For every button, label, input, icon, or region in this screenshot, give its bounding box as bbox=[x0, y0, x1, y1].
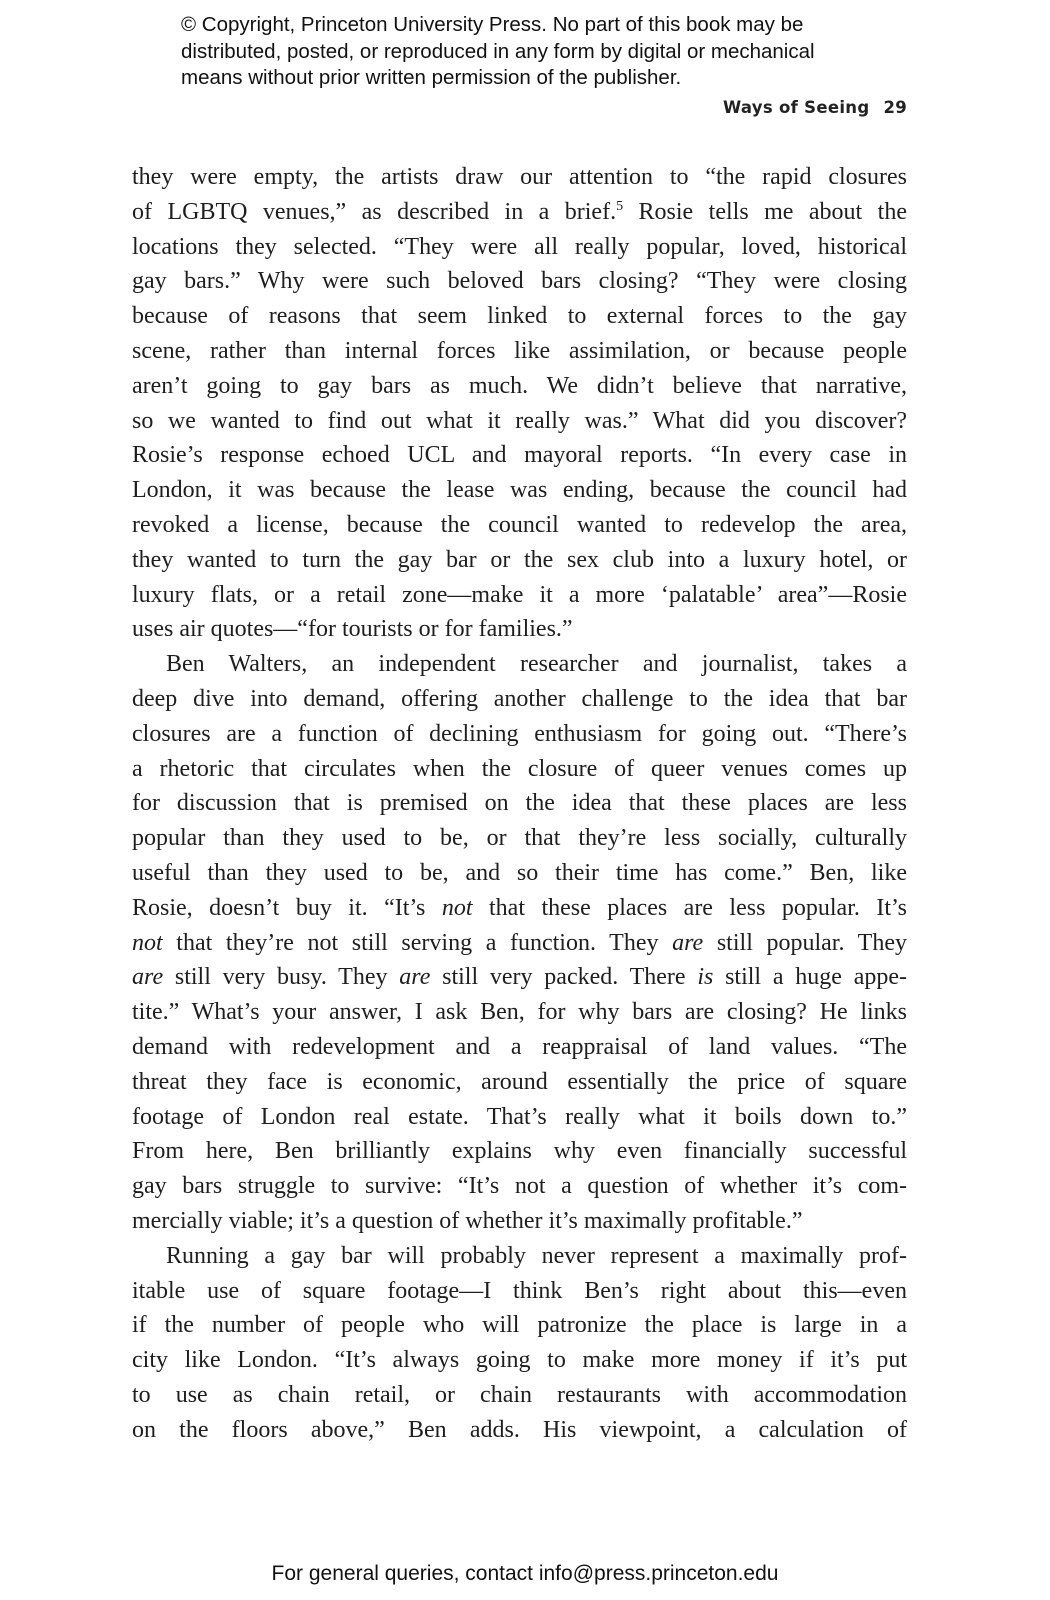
text-line: if the number of people who will patronize the place is large in a bbox=[132, 1312, 907, 1339]
text-line: are still very busy. They are still very packed. There is still a huge appe- bbox=[132, 964, 907, 991]
text-line: mercially viable; it’s a question of whether it’s maximally profitable.” bbox=[132, 1207, 803, 1234]
text-line: threat they face is economic, around essentially the price of square bbox=[132, 1068, 907, 1095]
text-line: London, it was because the lease was ending, because the council had bbox=[132, 477, 907, 504]
text-line: gay bars struggle to survive: “It’s not a question of whether it’s com- bbox=[132, 1173, 907, 1200]
text-line: footage of London real estate. That’s really what it boils down to.” bbox=[132, 1103, 907, 1130]
text-line: demand with redevelopment and a reappraisal of land values. “The bbox=[132, 1033, 907, 1060]
text-line: scene, rather than internal forces like assimilation, or because people bbox=[132, 337, 907, 364]
text-line: tite.” What’s your answer, I ask Ben, for why bars are closing? He links bbox=[132, 999, 907, 1026]
text-line: Rosie, doesn’t buy it. “It’s not that these places are less popular. It’s bbox=[132, 894, 908, 921]
text-line: they wanted to turn the gay bar or the sex club into a luxury hotel, or bbox=[132, 546, 907, 573]
text-line: city like London. “It’s always going to make more money if it’s put bbox=[132, 1347, 907, 1374]
text-line: aren’t going to gay bars as much. We didn’t believe that narrative, bbox=[132, 372, 907, 399]
emphasis: are bbox=[132, 964, 164, 991]
text-line: luxury flats, or a retail zone—make it a more ‘palatable’ area”—Rosie bbox=[132, 581, 907, 608]
text-line: so we wanted to find out what it really was.” What did you discover? bbox=[132, 407, 907, 434]
text-line: useful than they used to be, and so their time has come.” Ben, like bbox=[132, 859, 907, 886]
text-line: locations they selected. “They were all really popular, loved, historical bbox=[132, 233, 907, 260]
emphasis: not bbox=[441, 894, 473, 921]
copyright-notice bbox=[181, 12, 901, 92]
paragraph bbox=[132, 647, 907, 1239]
text-line: because of reasons that seem linked to external forces to the gay bbox=[132, 303, 907, 330]
text-line: on the floors above,” Ben adds. His viewpoint, a calculation of bbox=[132, 1416, 907, 1443]
text-line: deep dive into demand, offering another challenge to the idea that bar bbox=[132, 685, 907, 712]
text-line: of LGBTQ venues,” as described in a brief.$^5$ Rosie tells me about the bbox=[132, 198, 908, 225]
text-line: itable use of square footage—I think Ben’s right about this—even bbox=[132, 1277, 907, 1304]
text-line: they were empty, the artists draw our attention to “the rapid closures bbox=[132, 164, 907, 190]
paragraph bbox=[132, 160, 907, 647]
emphasis: is bbox=[697, 964, 714, 991]
running-head bbox=[723, 98, 907, 117]
text-line: closures are a function of declining enthusiasm for going out. “There’s bbox=[132, 720, 907, 747]
footnote-marker[interactable]: 5 bbox=[616, 198, 624, 214]
text-line: popular than they used to be, or that they’re less socially, culturally bbox=[132, 825, 907, 852]
text-line: revoked a license, because the council wanted to redevelop the area, bbox=[132, 511, 907, 538]
text-line: Rosie’s response echoed UCL and mayoral reports. “In every case in bbox=[132, 442, 907, 469]
copyright-line: distributed, posted, or reproduced in any form by digital or mechanical bbox=[181, 39, 815, 63]
text-line: for discussion that is premised on the idea that these places are less bbox=[132, 790, 907, 817]
copyright-line: means without prior written permission of the publisher. bbox=[181, 66, 682, 89]
text-line: to use as chain retail, or chain restaurants with accommodation bbox=[132, 1381, 907, 1408]
footer-contact: For general queries, contact info@press.princeton.edu bbox=[271, 1562, 779, 1585]
text-line: From here, Ben brilliantly explains why even financially successful bbox=[132, 1138, 907, 1165]
text-line: not that they’re not still serving a function. They are still popular. They bbox=[132, 929, 907, 956]
text-line: a rhetoric that circulates when the closure of queer venues comes up bbox=[132, 755, 907, 782]
body-text bbox=[132, 160, 907, 1447]
emphasis: are bbox=[399, 964, 431, 991]
page-number: 29 bbox=[883, 98, 907, 117]
text-line: Ben Walters, an independent researcher and journalist, takes a bbox=[166, 651, 907, 678]
emphasis: not bbox=[132, 929, 163, 956]
emphasis: are bbox=[672, 929, 704, 956]
text-line: uses air quotes—“for tourists or for families.” bbox=[132, 616, 573, 643]
text-line: Running a gay bar will probably never represent a maximally prof- bbox=[166, 1242, 907, 1269]
copyright-line: © Copyright, Princeton University Press. No part of this book may be bbox=[181, 13, 804, 36]
text-line: gay bars.” Why were such beloved bars closing? “They were closing bbox=[132, 268, 907, 295]
paragraph bbox=[132, 1239, 907, 1448]
chapter-title: Ways of Seeing bbox=[722, 98, 870, 117]
